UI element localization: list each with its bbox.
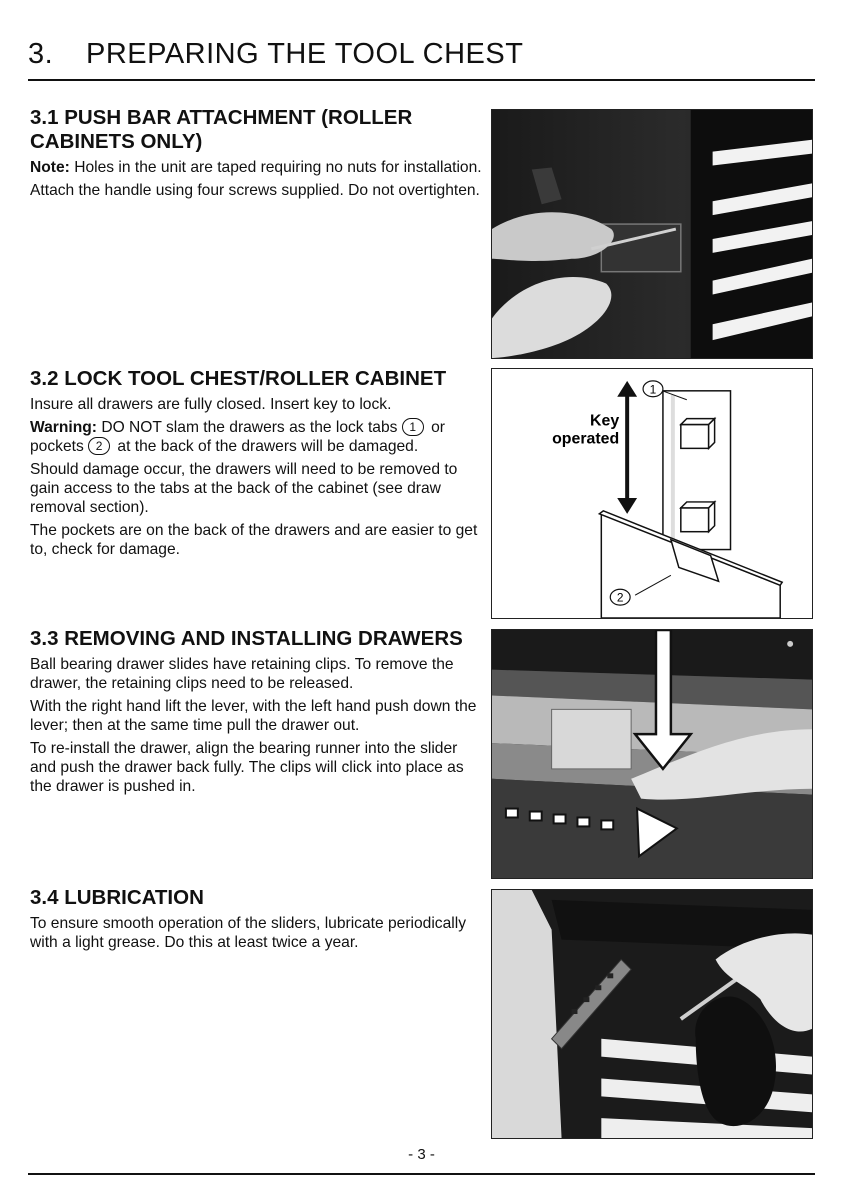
note-paragraph bbox=[30, 158, 482, 177]
instruction-paragraph: With the right hand lift the lever, with the left hand push down the lever; then at the same time pull the drawer out. bbox=[30, 698, 477, 734]
lock-tab-marker: 1 bbox=[402, 418, 424, 436]
instruction-paragraph: To ensure smooth operation of the sliders, lubricate periodically with a light grease. Do this at least twice a year. bbox=[30, 915, 466, 951]
footer-divider bbox=[28, 1173, 815, 1175]
chapter-number: 3. bbox=[28, 38, 54, 70]
warning-text: at the back of the drawers will be damaged. bbox=[113, 438, 419, 455]
chapter-title: PREPARING THE TOOL CHEST bbox=[86, 38, 524, 70]
callout-2-label: 2 bbox=[616, 590, 624, 605]
page-title bbox=[28, 38, 818, 71]
lock-diagram bbox=[491, 368, 813, 619]
note-label: Note: bbox=[30, 159, 70, 176]
instruction-paragraph: Attach the handle using four screws supplied. Do not overtighten. bbox=[30, 182, 480, 199]
warning-label: Warning: bbox=[30, 419, 97, 436]
section-heading: 3.4 LUBRICATION bbox=[30, 886, 204, 909]
callout-1-label: 1 bbox=[649, 382, 657, 397]
section-drawers bbox=[30, 627, 482, 800]
key-label: Key bbox=[590, 412, 620, 430]
page-number: - 3 - bbox=[408, 1146, 435, 1163]
note-text: Holes in the unit are taped requiring no nuts for installation. bbox=[69, 159, 482, 176]
pocket-marker: 2 bbox=[88, 437, 110, 455]
operated-label: operated bbox=[552, 430, 620, 448]
instruction-paragraph: The pockets are on the back of the drawers and are easier to get to, check for damage. bbox=[30, 522, 478, 558]
instruction-paragraph: Should damage occur, the drawers will need to be removed to gain access to the tabs at the back of the cabinet (see draw removal section). bbox=[30, 461, 458, 516]
section-heading: 3.3 REMOVING AND INSTALLING DRAWERS bbox=[30, 627, 463, 650]
drawer-slide-photo bbox=[491, 629, 813, 879]
lubrication-photo bbox=[491, 889, 813, 1139]
section-heading: 3.2 LOCK TOOL CHEST/ROLLER CABINET bbox=[30, 367, 447, 390]
warning-text: or pockets bbox=[30, 419, 445, 455]
warning-paragraph bbox=[30, 418, 482, 456]
warning-text: DO NOT slam the drawers as the lock tabs bbox=[96, 419, 402, 436]
instruction-paragraph: Ball bearing drawer slides have retaining clips. To remove the drawer, the retaining clips need to be released. bbox=[30, 656, 454, 692]
section-heading: 3.1 PUSH BAR ATTACHMENT (ROLLER CABINETS ONLY) bbox=[30, 106, 413, 153]
section-lubrication bbox=[30, 886, 482, 956]
section-lock bbox=[30, 367, 482, 563]
title-divider bbox=[28, 79, 815, 81]
instruction-paragraph: Insure all drawers are fully closed. Insert key to lock. bbox=[30, 396, 392, 413]
instruction-paragraph: To re-install the drawer, align the bearing runner into the slider and push the drawer back fully. The clips will click into place as the drawer is pushed in. bbox=[30, 740, 464, 795]
section-push-bar bbox=[30, 106, 482, 204]
push-bar-photo bbox=[491, 109, 813, 359]
